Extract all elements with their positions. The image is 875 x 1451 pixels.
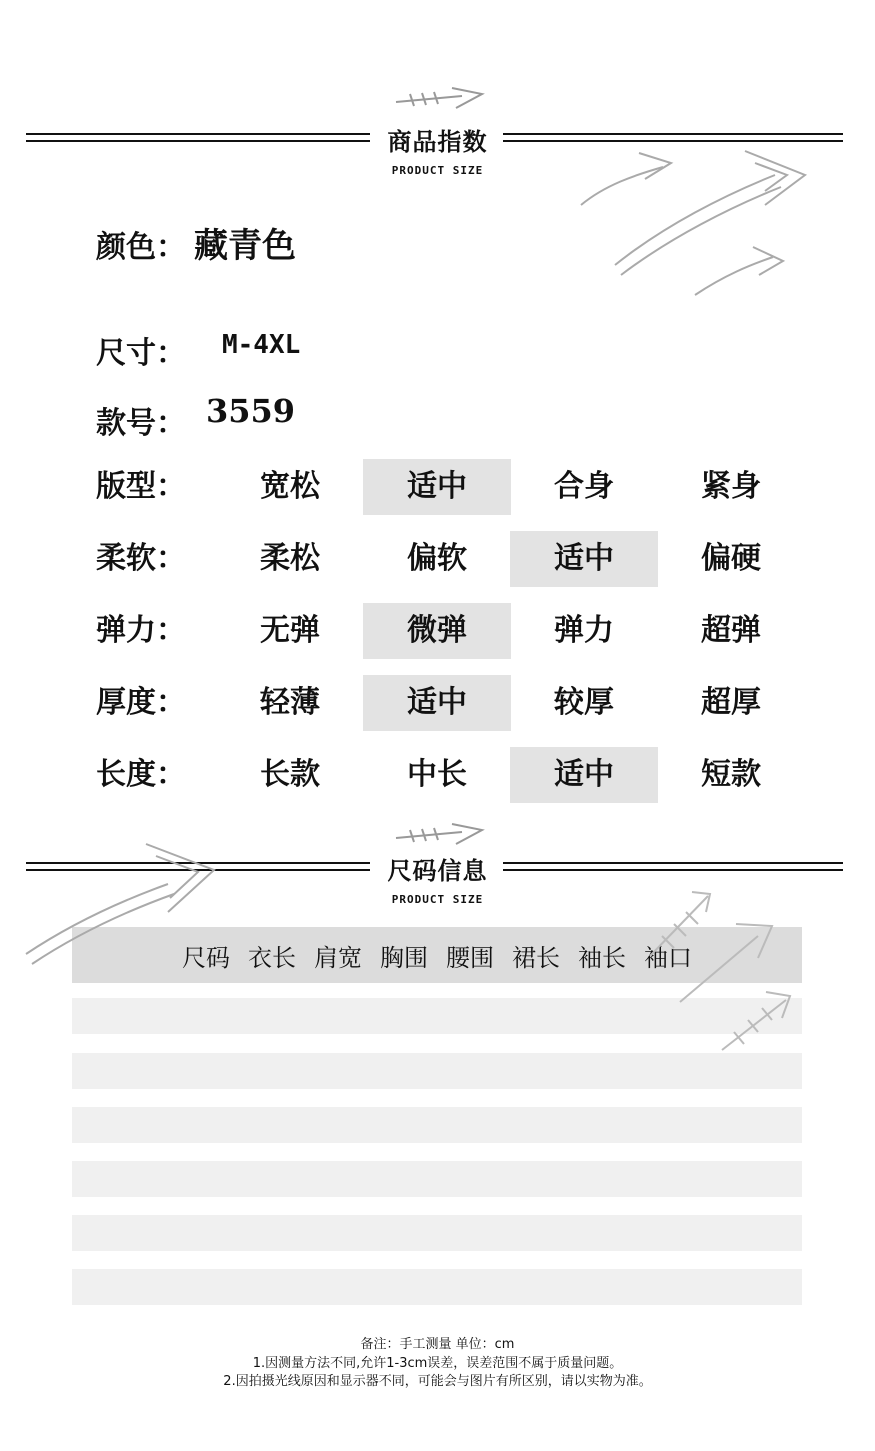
note-line: 2.因拍摄光线原因和显示器不同，可能会与图片有所区别，请以实物为准。 — [223, 1374, 652, 1389]
attribute-option: 弹力 — [554, 613, 614, 648]
attribute-option: 轻薄 — [260, 685, 320, 720]
note-line: 1.因测量方法不同,允许1-3cm误差，误差范围不属于质量问题。 — [252, 1356, 623, 1371]
attribute-option-selected: 适中 — [363, 459, 511, 515]
style-number-label: 款号： — [96, 406, 186, 441]
attribute-option: 偏软 — [407, 541, 467, 576]
column-header: 袖长 — [578, 943, 626, 972]
attribute-option: 超弹 — [701, 613, 761, 648]
attribute-option: 中长 — [407, 757, 467, 792]
note-line: 备注：手工测量 单位：cm — [360, 1337, 515, 1352]
table-row — [72, 1215, 802, 1251]
attribute-option: 宽松 — [260, 469, 320, 504]
attribute-label: 长度： — [96, 757, 186, 792]
attribute-option: 偏硬 — [701, 541, 761, 576]
attribute-option: 柔松 — [260, 541, 320, 576]
attribute-option-selected: 适中 — [363, 675, 511, 731]
column-header: 腰围 — [446, 943, 494, 972]
table-row — [72, 1107, 802, 1143]
arrow-decoration-icon — [392, 82, 492, 112]
column-header: 尺码 — [182, 943, 230, 972]
attribute-option: 紧身 — [701, 469, 761, 504]
attribute-row-softness — [0, 531, 875, 587]
column-header: 裙长 — [512, 943, 560, 972]
arrow-decoration-icon — [575, 145, 815, 315]
attribute-option: 合身 — [554, 469, 614, 504]
section-title: 商品指数 — [387, 128, 488, 156]
attribute-row-thickness — [0, 675, 875, 731]
attribute-label: 弹力： — [96, 613, 186, 648]
attribute-row-length — [0, 747, 875, 803]
attribute-option: 长款 — [260, 757, 320, 792]
arrow-decoration-icon — [392, 818, 492, 848]
attribute-option: 短款 — [701, 757, 761, 792]
arrow-decoration-icon — [18, 836, 218, 976]
column-header: 肩宽 — [314, 943, 362, 972]
section-title: 尺码信息 — [387, 857, 488, 885]
attribute-option: 较厚 — [554, 685, 614, 720]
attribute-row-fit — [0, 459, 875, 515]
attribute-label: 版型： — [96, 469, 186, 504]
table-row — [72, 1053, 802, 1089]
color-value: 藏青色 — [194, 226, 296, 266]
column-header: 胸围 — [380, 943, 428, 972]
column-header: 袖口 — [644, 943, 692, 972]
attribute-row-elasticity — [0, 603, 875, 659]
color-label: 颜色： — [96, 230, 186, 265]
size-value: M-4XL — [222, 330, 301, 360]
attribute-option: 超厚 — [701, 685, 761, 720]
column-header: 衣长 — [248, 943, 296, 972]
table-row — [72, 1161, 802, 1197]
arrow-decoration-icon — [640, 886, 800, 1056]
size-label: 尺寸： — [96, 336, 186, 371]
attribute-option-selected: 适中 — [510, 531, 658, 587]
attribute-label: 厚度： — [96, 685, 186, 720]
section-subtitle: PRODUCT SIZE — [391, 164, 484, 177]
attribute-option-selected: 适中 — [510, 747, 658, 803]
table-row — [72, 1269, 802, 1305]
style-number-value: 3559 — [206, 392, 296, 430]
section-subtitle: PRODUCT SIZE — [391, 893, 484, 906]
attribute-option-selected: 微弹 — [363, 603, 511, 659]
attribute-option: 无弹 — [260, 613, 320, 648]
attribute-label: 柔软： — [96, 541, 186, 576]
